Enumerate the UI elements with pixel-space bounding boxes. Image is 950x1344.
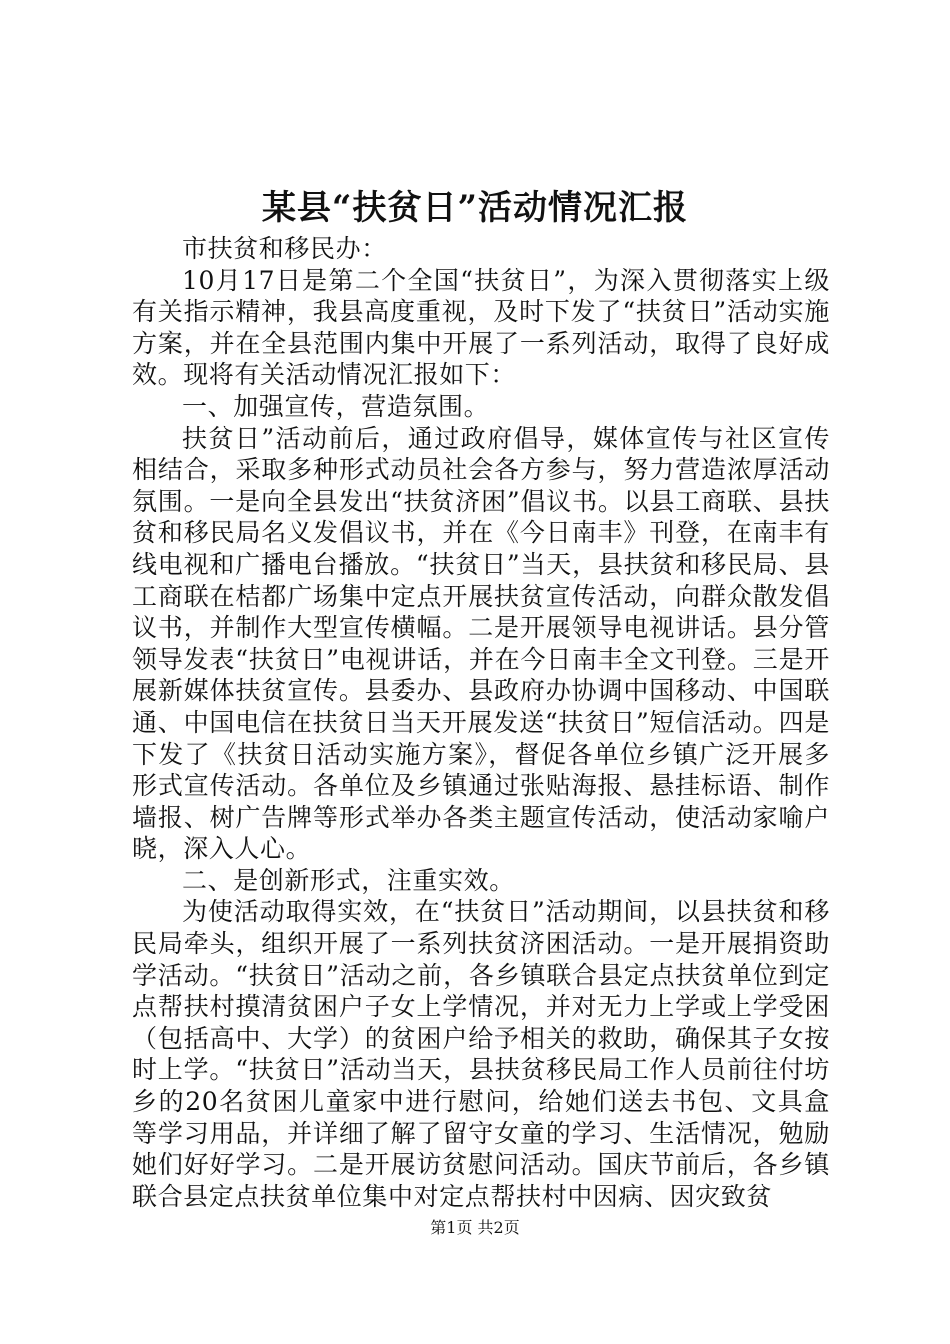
section-heading-2: 二、是创新形式，注重实效。 — [182, 865, 515, 895]
intro-paragraph: 10月17日是第二个全国“扶贫日”，为深入贯彻落实上级有关指示精神，我县高度重视，及时下发了“扶贫日”活动实施方案，并在全县范围内集中开展了一系列活动，取得了良好成效。现将有关活动情况汇报如下： — [132, 265, 830, 390]
section-1-paragraph: 扶贫日”活动前后，通过政府倡导，媒体宣传与社区宣传相结合，采取多种形式动员社会各方参与，努力营造浓厚活动氛围。一是向全县发出“扶贫济困”倡议书。以县工商联、县扶贫和移民局名义发倡议书，并在《今日南丰》刊登，在南丰有线电视和广播电台播放。“扶贫日”当天，县扶贫和移民局、县工商联在桔都广场集中定点开展扶贫宣传活动，向群众散发倡议书，并制作大型宣传横幅。二是开展领导电视讲话。县分管领导发表“扶贫日”电视讲话，并在今日南丰全文刊登。三是开展新媒体扶贫宣传。县委办、县政府办协调中国移动、中国联通、中国电信在扶贫日当天开展发送“扶贫日”短信活动。四是下发了《扶贫日活动实施方案》，督促各单位乡镇广泛开展多形式宣传活动。各单位及乡镇通过张贴海报、悬挂标语、制作墙报、树广告牌等形式举办各类主题宣传活动，使活动家喻户晓，深入人心。 — [132, 423, 830, 864]
page-footer: 第1页 共2页 — [430, 1218, 520, 1237]
document-title: 某县“扶贫日”活动情况汇报 — [261, 188, 689, 228]
section-heading-1: 一、加强宣传，营造氛围。 — [182, 391, 490, 421]
section-2-paragraph: 为使活动取得实效，在“扶贫日”活动期间，以县扶贫和移民局牵头，组织开展了一系列扶贫济困活动。一是开展捐资助学活动。“扶贫日”活动之前，各乡镇联合县定点扶贫单位到定点帮扶村摸清贫困户子女上学情况，并对无力上学或上学受困（包括高中、大学）的贫困户给予相关的救助，确保其子女按时上学。“扶贫日”活动当天，县扶贫移民局工作人员前往付坊乡的20名贫困儿童家中进行慰问，给她们送去书包、文具盒等学习用品，并详细了解了留守女童的学习、生活情况，勉励她们好好学习。二是开展访贫慰问活动。国庆节前后，各乡镇联合县定点扶贫单位集中对定点帮扶村中因病、因灾致贫 — [132, 897, 830, 1211]
salutation: 市扶贫和移民办： — [182, 234, 387, 263]
document-body — [132, 233, 830, 1212]
